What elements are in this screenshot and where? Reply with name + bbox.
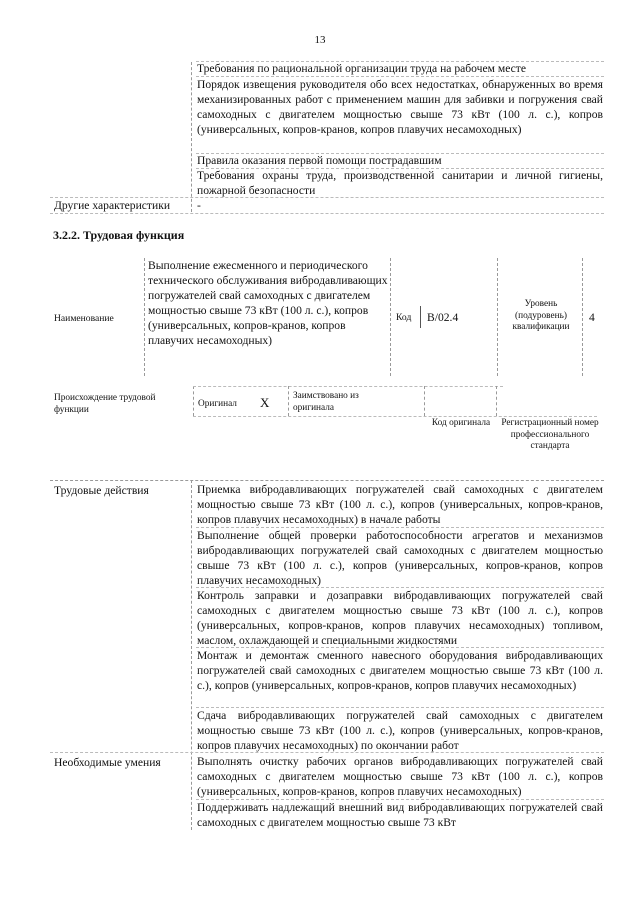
knowledge-row: Порядок извещения руководителя обо всех недостатках, обнаруженных во время механизированных работ с применением машин для забивки и погружения свай самоходных с двигателем мощностью свыше 73 кВт (100 л. с.), копров (универсальных, копров-кранов, копров плавучих несамоходных) xyxy=(197,78,603,137)
column-divider xyxy=(193,386,194,416)
column-divider xyxy=(288,386,289,416)
original-label: Оригинал xyxy=(198,399,237,409)
labor-action-row: Приемка вибродавливающих погружателей свай самоходных с двигателем мощностью свыше 73 кВт (100 л. с.), копров (универсальных, копров-кранов, копров плавучих несамоходных) в начале работы xyxy=(197,483,603,527)
column-divider xyxy=(144,258,145,376)
knowledge-row: Требования охраны труда, производственной санитарии и личной гигиены, пожарной безопасности xyxy=(197,169,603,198)
page-number: 13 xyxy=(314,34,326,46)
skill-row: Поддерживать надлежащий внешний вид вибродавливающих погружателей свай самоходных с двигателем мощностью свыше 73 кВт xyxy=(197,801,603,830)
code-value: B/02.4 xyxy=(427,311,459,324)
row-divider xyxy=(50,213,604,214)
knowledge-row: Требования по рациональной организации труда на рабочем месте xyxy=(197,62,526,75)
labor-action-row: Выполнение общей проверки работоспособности агрегатов и механизмов вибродавливающих погружателей свай самоходных с двигателем мощностью свыше 73 кВт (100 л. с.), копров (универсальных, копров-кранов, копров плавучих несамоходных) xyxy=(197,529,603,588)
code-caption: Код оригинала xyxy=(431,418,491,428)
column-divider xyxy=(496,386,497,416)
labor-action-row: Монтаж и демонтаж сменного навесного оборудования вибродавливающих погружателей свай самоходных с двигателем мощностью свыше 73 кВт (100 л. с.), копров (универсальных, копров-кранов, копров плавучих несамоходных) xyxy=(197,649,603,693)
row-divider xyxy=(50,480,604,481)
skills-label: Необходимые умения xyxy=(54,756,161,769)
borrowed-label: Заимствовано из оригинала xyxy=(293,391,359,413)
code-divider xyxy=(420,306,421,328)
row-divider xyxy=(50,752,604,753)
registration-caption: Регистрационный номер профессионального стандарта xyxy=(501,418,599,451)
column-divider xyxy=(191,480,192,830)
function-name: Выполнение ежесменного и периодического технического обслуживания вибродавливающих погружателей свай самоходных с двигателем мощностью свыше 73 кВт (100 л. с.), копров (универсальных, копров-кранов, копров плавучих несамоходных) xyxy=(148,259,388,348)
labor-action-row: Контроль заправки и дозаправки вибродавливающих погружателей свай самоходных с двигателем мощностью свыше 73 кВт (100 л. с.), копров (универсальных, копров-кранов, копров плавучих несамоходных) топливом, маслом, охлаждающей и специальными жидкостями xyxy=(197,589,603,648)
origin-label: Происхождение трудовой функции xyxy=(54,393,156,415)
level-value: 4 xyxy=(589,311,595,324)
code-label: Код xyxy=(396,312,412,323)
section-title: 3.2.2. Трудовая функция xyxy=(53,228,185,242)
knowledge-row: Правила оказания первой помощи пострадавшим xyxy=(197,154,442,167)
column-divider xyxy=(582,258,583,376)
row-divider xyxy=(193,416,597,417)
original-mark: X xyxy=(260,395,270,410)
column-divider xyxy=(497,258,498,376)
labor-action-row: Сдача вибродавливающих погружателей свай самоходных с двигателем мощностью свыше 73 кВт (100 л. с.), копров (универсальных, копров-кранов, копров плавучих несамоходных) по окончании работ xyxy=(197,709,603,753)
column-divider xyxy=(191,62,192,212)
other-characteristics-value: - xyxy=(197,199,201,212)
level-label: Уровень (подуровень) квалификации xyxy=(512,299,570,332)
column-divider xyxy=(424,386,425,416)
row-divider xyxy=(193,386,503,387)
name-label: Наименование xyxy=(54,312,114,324)
labor-actions-label: Трудовые действия xyxy=(54,484,149,497)
column-divider xyxy=(390,258,391,376)
skill-row: Выполнять очистку рабочих органов вибродавливающих погружателей свай самоходных с двигателем мощностью свыше 73 кВт (100 л. с.), копров (универсальных, копров-кранов, копров плавучих несамоходных) xyxy=(197,755,603,799)
other-characteristics-label: Другие характеристики xyxy=(54,199,171,212)
